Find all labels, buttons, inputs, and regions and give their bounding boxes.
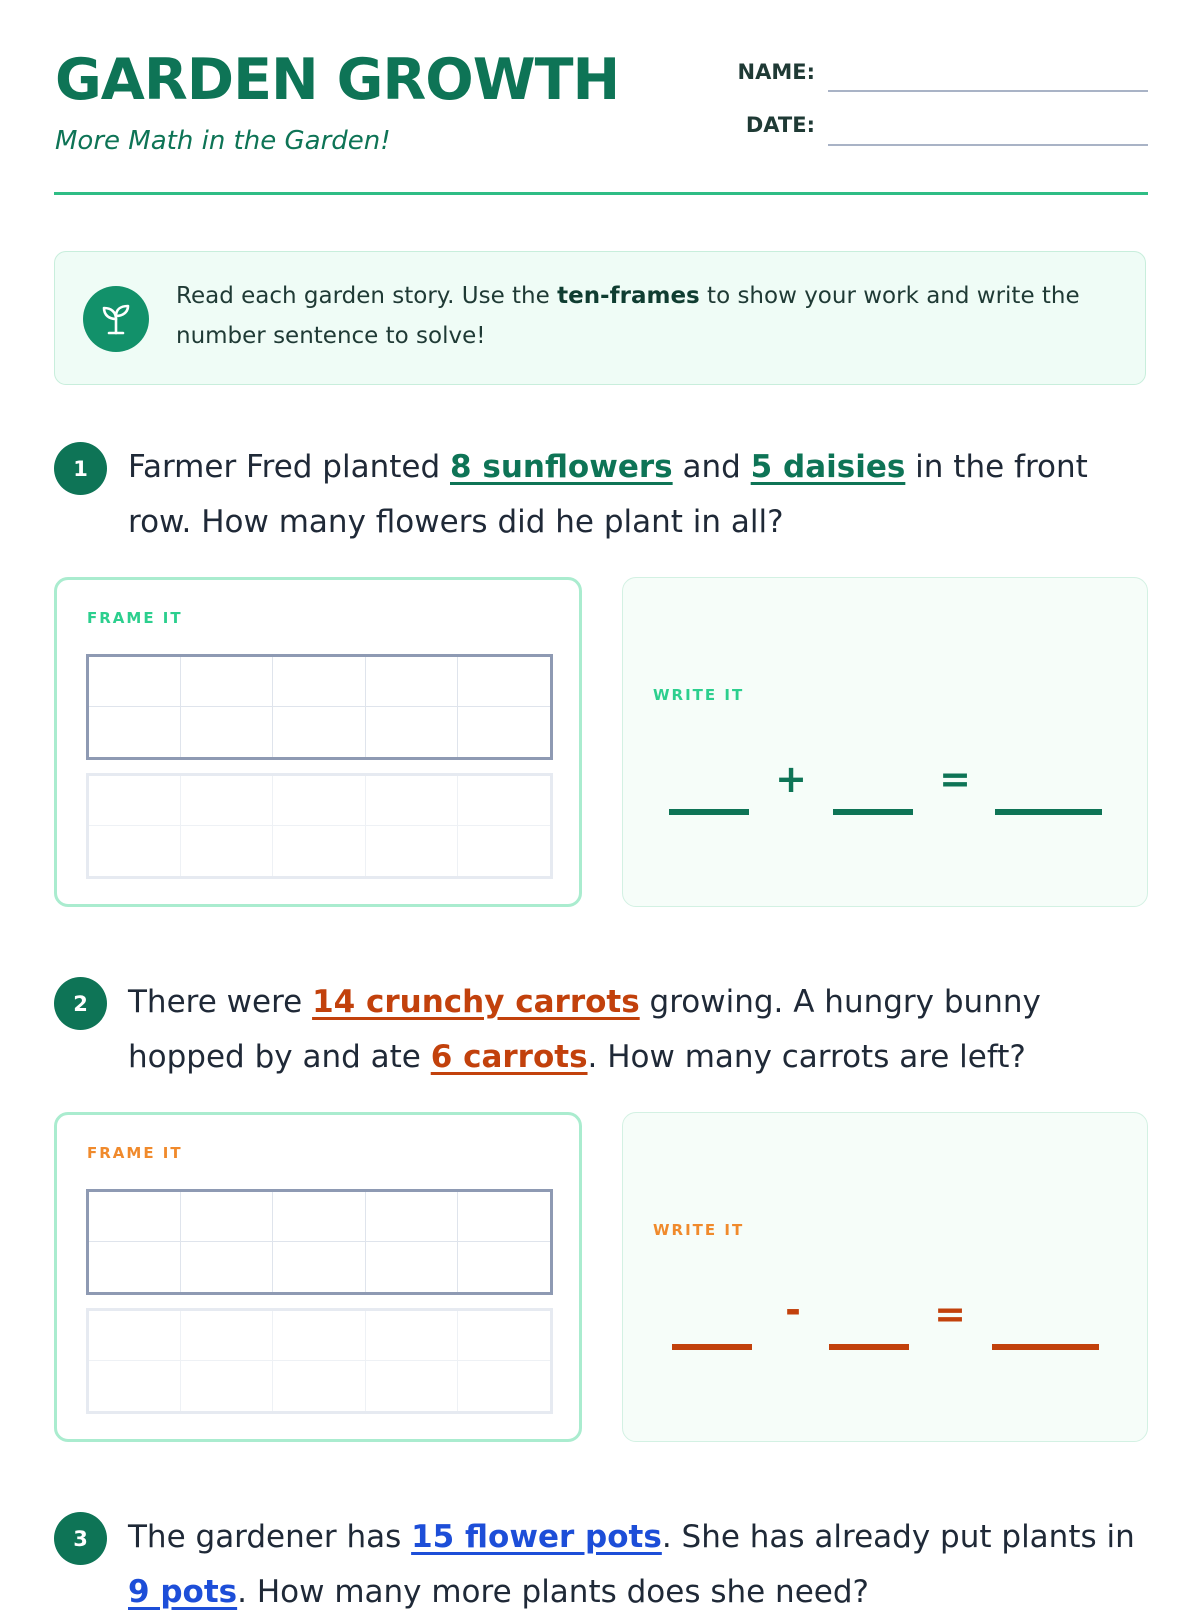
sprout-icon: [83, 286, 149, 352]
write-it-label: WRITE IT: [653, 686, 745, 704]
frame-it-card: [54, 577, 582, 907]
key-quantity: 9 pots: [128, 1574, 238, 1610]
answer-blank[interactable]: [669, 809, 749, 815]
problem-number-badge: 1: [54, 442, 107, 495]
ten-frame[interactable]: [86, 1308, 553, 1414]
frame-it-label: FRAME IT: [87, 609, 183, 627]
equals-sign: =: [934, 1292, 966, 1336]
ten-frame[interactable]: [86, 654, 553, 760]
answer-blank[interactable]: [992, 1344, 1099, 1350]
answer-blank[interactable]: [833, 809, 913, 815]
header-divider: [54, 192, 1148, 195]
key-quantity: 15 flower pots: [411, 1519, 662, 1555]
instructions-emphasis: ten-frames: [557, 283, 700, 309]
date-field[interactable]: [828, 144, 1148, 146]
key-quantity: 5 daisies: [750, 449, 906, 485]
problem-number-badge: 2: [54, 977, 107, 1030]
minus-sign: -: [785, 1288, 801, 1332]
answer-blank[interactable]: [672, 1344, 752, 1350]
answer-blank[interactable]: [829, 1344, 909, 1350]
write-it-label: WRITE IT: [653, 1221, 745, 1239]
name-label: NAME:: [737, 60, 815, 84]
problem-number-badge: 3: [54, 1512, 107, 1565]
equals-sign: =: [939, 757, 971, 801]
frame-it-card: [54, 1112, 582, 1442]
answer-blank[interactable]: [995, 809, 1102, 815]
ten-frame[interactable]: [86, 1189, 553, 1295]
instructions-box: [54, 251, 1146, 385]
problem-story: There were 14 crunchy carrots growing. A hungry bunny hopped by and ate 6 carrots. How many carrots are left?: [128, 984, 1041, 1075]
key-quantity: 14 crunchy carrots: [312, 984, 640, 1020]
frame-it-label: FRAME IT: [87, 1144, 183, 1162]
key-quantity: 8 sunflowers: [450, 449, 673, 485]
date-label: DATE:: [745, 113, 815, 137]
plus-sign: +: [775, 757, 807, 801]
key-quantity: 6 carrots: [430, 1039, 588, 1075]
page-subtitle: More Math in the Garden!: [55, 126, 391, 156]
instructions-text: Read each garden story. Use the ten-frames to show your work and write the number sentence to solve!: [176, 283, 1080, 349]
write-it-card: [622, 1112, 1148, 1442]
ten-frame[interactable]: [86, 773, 553, 879]
name-field[interactable]: [828, 90, 1148, 92]
problem-story: Farmer Fred planted 8 sunflowers and 5 daisies in the front row. How many flowers did he plant in all?: [128, 449, 1088, 540]
write-it-card: [622, 577, 1148, 907]
problem-story: The gardener has 15 flower pots. She has already put plants in 9 pots. How many more plants does she need?: [128, 1519, 1135, 1610]
page-title: GARDEN GROWTH: [55, 47, 620, 113]
